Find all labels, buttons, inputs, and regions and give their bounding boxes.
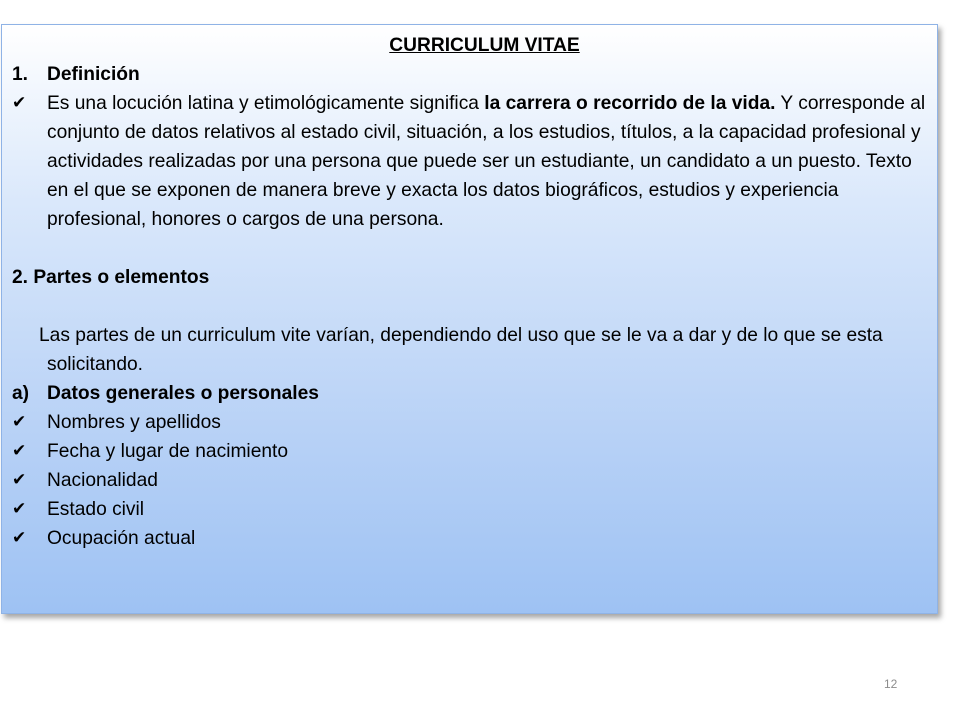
list-item-text: Fecha y lugar de nacimiento: [47, 441, 289, 462]
check-icon: ✔: [12, 528, 27, 547]
list-item-text: Nacionalidad: [47, 470, 158, 491]
check-icon: ✔: [12, 499, 27, 518]
subsection-a-heading: [12, 379, 929, 408]
check-icon: ✔: [12, 470, 27, 489]
list-item: [12, 437, 929, 466]
section-2-heading: 2. Partes o elementos: [12, 267, 210, 288]
definition-rest: Y corresponde al conjunto de datos relativos al estado civil, situación, a los estudios, títulos, a la capacidad profesional y actividades realizadas por una persona que puede ser un estudiante, un candidato a un puesto. Texto en el que se exponen de manera breve y exacta los datos biográficos, estudios y experiencia profesional, honores o cargos de una persona.: [47, 93, 926, 230]
list-item: [12, 524, 929, 553]
page-number: 12: [884, 677, 898, 691]
definition-highlight: la carrera o recorrido de la vida.: [484, 93, 776, 114]
list-item: [12, 495, 929, 524]
section-1-title: Definición: [47, 64, 140, 85]
definition-intro: Es una locución latina y etimológicamente significa: [47, 93, 485, 114]
section-1-marker: 1.: [12, 64, 29, 85]
list-item: [12, 466, 929, 495]
check-icon: ✔: [12, 441, 27, 460]
content-text: [12, 31, 929, 553]
subsection-a-marker: a): [12, 383, 30, 404]
check-icon: ✔: [12, 412, 27, 431]
list-item-text: Estado civil: [47, 499, 145, 520]
spacer: [12, 292, 929, 321]
list-item-text: Nombres y apellidos: [47, 412, 221, 433]
spacer: [12, 234, 929, 263]
definition-text: [47, 89, 929, 234]
content-box: [1, 24, 938, 614]
list-item-text: Ocupación actual: [47, 528, 196, 549]
check-icon: ✔: [12, 93, 27, 112]
slide-title: CURRICULUM VITAE: [389, 35, 580, 56]
list-item: [12, 408, 929, 437]
subsection-a-title: Datos generales o personales: [47, 383, 319, 404]
section-2-paragraph: Las partes de un curriculum vite varían, dependiendo del uso que se le va a dar y de lo que se esta solicitando.: [39, 325, 883, 375]
section-1-heading: [12, 60, 929, 89]
definition-item: [12, 89, 929, 234]
